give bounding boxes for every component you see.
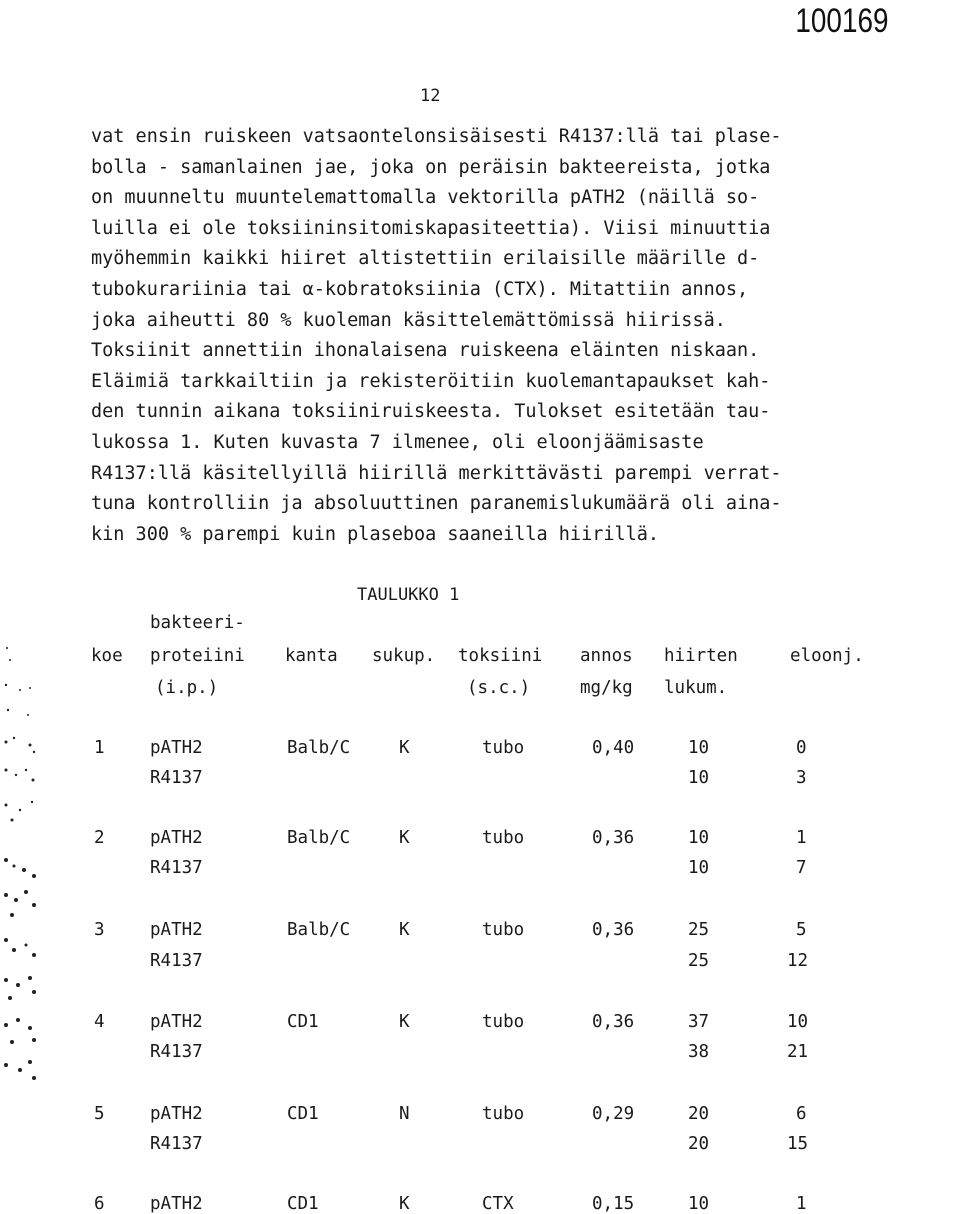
table-cell-toksiini: CTX [482, 1194, 514, 1214]
body-line: tubokurariinia tai α-kobratoksiinia (CTX). Mitattiin annos, [91, 278, 749, 300]
body-line: on muunneltu muuntelemattomalla vektorilla pATH2 (näillä so- [91, 187, 760, 209]
table-cell-toksiini: tubo [482, 920, 525, 940]
table-cell-protein: R4137 [150, 768, 203, 788]
table-cell-eloonj: 1 [796, 1194, 807, 1214]
table-cell-annos: 0,29 [592, 1104, 635, 1124]
table-cell-protein: pATH2 [150, 738, 203, 758]
table-cell-protein: R4137 [150, 951, 203, 971]
table-cell-sukup: K [399, 1194, 410, 1214]
body-line: joka aiheutti 80 % kuoleman käsittelemättömissä hiirissä. [91, 309, 726, 331]
header-cell: annos [580, 646, 633, 666]
header-cell: koe [91, 646, 123, 666]
table-cell-hiirten: 20 [688, 1134, 710, 1154]
table-cell-sukup: N [399, 1104, 410, 1124]
table-cell-kanta: CD1 [287, 1104, 319, 1124]
header-cell: toksiini [458, 646, 543, 666]
table-cell-kanta: Balb/C [287, 920, 351, 940]
table-cell-eloonj: 5 [796, 920, 807, 940]
table-cell-eloonj: 0 [796, 738, 807, 758]
table-cell-hiirten: 10 [688, 1194, 710, 1214]
table-cell-koe: 3 [94, 920, 105, 940]
table-cell-annos: 0,40 [592, 738, 635, 758]
table-cell-koe: 6 [94, 1194, 105, 1214]
table-cell-eloonj: 6 [796, 1104, 807, 1124]
table-cell-eloonj: 15 [787, 1134, 809, 1154]
body-line: kin 300 % parempi kuin plaseboa saaneilla hiirillä. [91, 523, 660, 545]
table-cell-sukup: K [399, 738, 410, 758]
table-cell-toksiini: tubo [482, 1104, 525, 1124]
table-cell-hiirten: 37 [688, 1012, 710, 1032]
table-cell-hiirten: 10 [688, 828, 710, 848]
table-cell-protein: pATH2 [150, 920, 203, 940]
table-cell-toksiini: tubo [482, 828, 525, 848]
body-line: tuna kontrolliin ja absoluuttinen paranemislukumäärä oli aina- [91, 493, 782, 515]
table-cell-eloonj: 7 [796, 858, 807, 878]
header-cell: (i.p.) [155, 678, 219, 698]
table-cell-annos: 0,15 [592, 1194, 635, 1214]
body-line: myöhemmin kaikki hiiret altistettiin erilaisille määrille d- [91, 248, 760, 270]
body-line: Toksiinit annettiin ihonalaisena ruiskeena eläinten niskaan. [91, 340, 760, 362]
table-cell-protein: R4137 [150, 1042, 203, 1062]
table-cell-koe: 2 [94, 828, 105, 848]
table-cell-eloonj: 10 [787, 1012, 809, 1032]
table-cell-hiirten: 10 [688, 858, 710, 878]
table-cell-kanta: CD1 [287, 1012, 319, 1032]
page-number: 12 [420, 86, 441, 106]
table-cell-hiirten: 10 [688, 768, 710, 788]
table-cell-protein: pATH2 [150, 828, 203, 848]
table-cell-toksiini: tubo [482, 1012, 525, 1032]
body-line: luilla ei ole toksiininsitomiskapasiteettia). Viisi minuuttia [91, 217, 771, 239]
header-cell: kanta [285, 646, 338, 666]
table-cell-annos: 0,36 [592, 920, 635, 940]
table-cell-eloonj: 12 [787, 951, 809, 971]
table-caption: TAULUKKO 1 [357, 585, 460, 605]
table-cell-koe: 4 [94, 1012, 105, 1032]
table-cell-protein: pATH2 [150, 1012, 203, 1032]
header-cell: sukup. [372, 646, 436, 666]
table-cell-kanta: Balb/C [287, 828, 351, 848]
body-line: den tunnin aikana toksiiniruiskeesta. Tulokset esitetään tau- [91, 401, 771, 423]
body-line: R4137:llä käsitellyillä hiirillä merkittävästi parempi verrat- [91, 462, 782, 484]
table-cell-hiirten: 20 [688, 1104, 710, 1124]
header-cell: bakteeri- [150, 613, 245, 633]
table-cell-hiirten: 25 [688, 951, 710, 971]
table-cell-hiirten: 10 [688, 738, 710, 758]
table-cell-toksiini: tubo [482, 738, 525, 758]
table-cell-protein: pATH2 [150, 1194, 203, 1214]
table-cell-annos: 0,36 [592, 828, 635, 848]
header-cell: lukum. [664, 678, 728, 698]
table-cell-sukup: K [399, 828, 410, 848]
header-cell: (s.c.) [467, 678, 531, 698]
table-cell-sukup: K [399, 920, 410, 940]
body-line: lukossa 1. Kuten kuvasta 7 ilmenee, oli eloonjäämisaste [91, 431, 704, 453]
table-cell-protein: R4137 [150, 858, 203, 878]
table-cell-hiirten: 38 [688, 1042, 710, 1062]
table-cell-kanta: Balb/C [287, 738, 351, 758]
table-cell-eloonj: 3 [796, 768, 807, 788]
margin-scan-artifact [0, 630, 40, 1090]
body-paragraph [91, 122, 861, 550]
table-cell-eloonj: 21 [787, 1042, 809, 1062]
table-cell-koe: 1 [94, 738, 105, 758]
table-cell-hiirten: 25 [688, 920, 710, 940]
header-cell: mg/kg [580, 678, 633, 698]
body-line: Eläimiä tarkkailtiin ja rekisteröitiin kuolemantapaukset kah- [91, 370, 771, 392]
table-cell-sukup: K [399, 1012, 410, 1032]
header-cell: hiirten [664, 646, 738, 666]
body-line: bolla - samanlainen jae, joka on peräisin bakteereista, jotka [91, 156, 771, 178]
table-cell-protein: pATH2 [150, 1104, 203, 1124]
body-line: vat ensin ruiskeen vatsaontelonsisäisesti R4137:llä tai plase- [91, 126, 782, 147]
header-cell: proteiini [150, 646, 245, 666]
table-cell-koe: 5 [94, 1104, 105, 1124]
table-cell-annos: 0,36 [592, 1012, 635, 1032]
table-cell-protein: R4137 [150, 1134, 203, 1154]
table-cell-eloonj: 1 [796, 828, 807, 848]
table-cell-kanta: CD1 [287, 1194, 319, 1214]
header-cell: eloonj. [790, 646, 864, 666]
document-number: 100169 [794, 2, 888, 40]
